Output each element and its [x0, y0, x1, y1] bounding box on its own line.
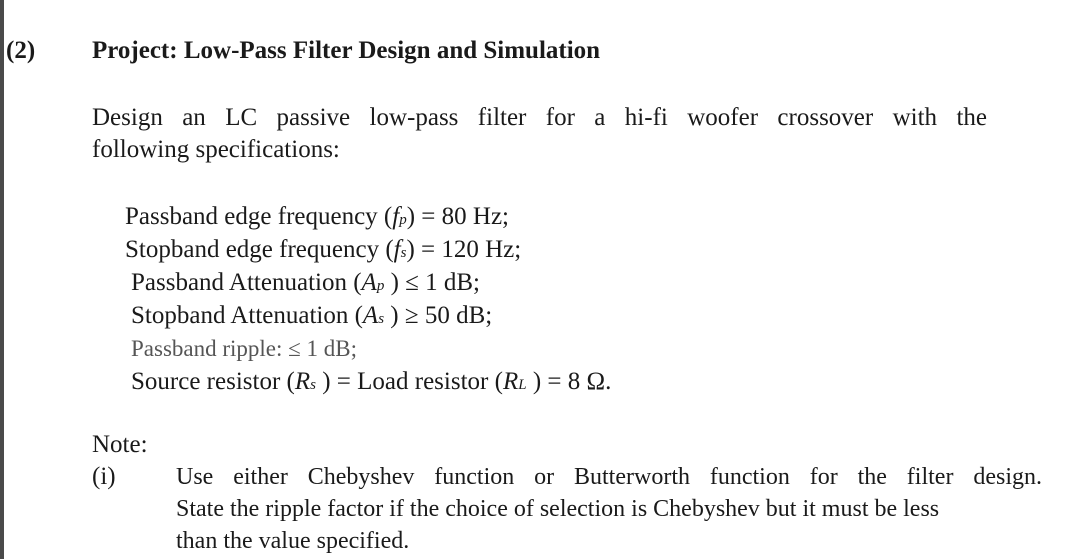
- spec-passband-attenuation: Passband Attenuation (Ap ) ≤ 1 dB;: [131, 269, 480, 296]
- intro-line-2: following specifications:: [92, 136, 340, 163]
- intro-line-1: Design an LC passive low-pass filter for a hi-fi woofer crossover with the: [92, 104, 987, 131]
- note-line-3: than the value specified.: [176, 528, 410, 554]
- note-line-2: State the ripple factor if the choice of selection is Chebyshev but it must be less: [176, 496, 940, 522]
- spec-passband-ripple: Passband ripple: ≤ 1 dB;: [131, 336, 358, 361]
- spec-passband-frequency: Passband edge frequency (fp) = 80 Hz;: [125, 203, 509, 230]
- section-number: (2): [6, 37, 36, 64]
- spec-stopband-attenuation: Stopband Attenuation (As ) ≥ 50 dB;: [131, 302, 493, 329]
- left-border: [0, 0, 4, 559]
- note-label: Note:: [92, 431, 148, 458]
- section-title: Project: Low-Pass Filter Design and Simulation: [92, 37, 601, 64]
- note-line-1: Use either Chebyshev function or Butterworth function for the filter design.: [176, 464, 1042, 490]
- spec-resistors: Source resistor (Rs ) = Load resistor (RL ) = 8 Ω.: [131, 368, 612, 395]
- spec-stopband-frequency: Stopband edge frequency (fs) = 120 Hz;: [125, 236, 522, 263]
- note-item-number: (i): [92, 463, 116, 490]
